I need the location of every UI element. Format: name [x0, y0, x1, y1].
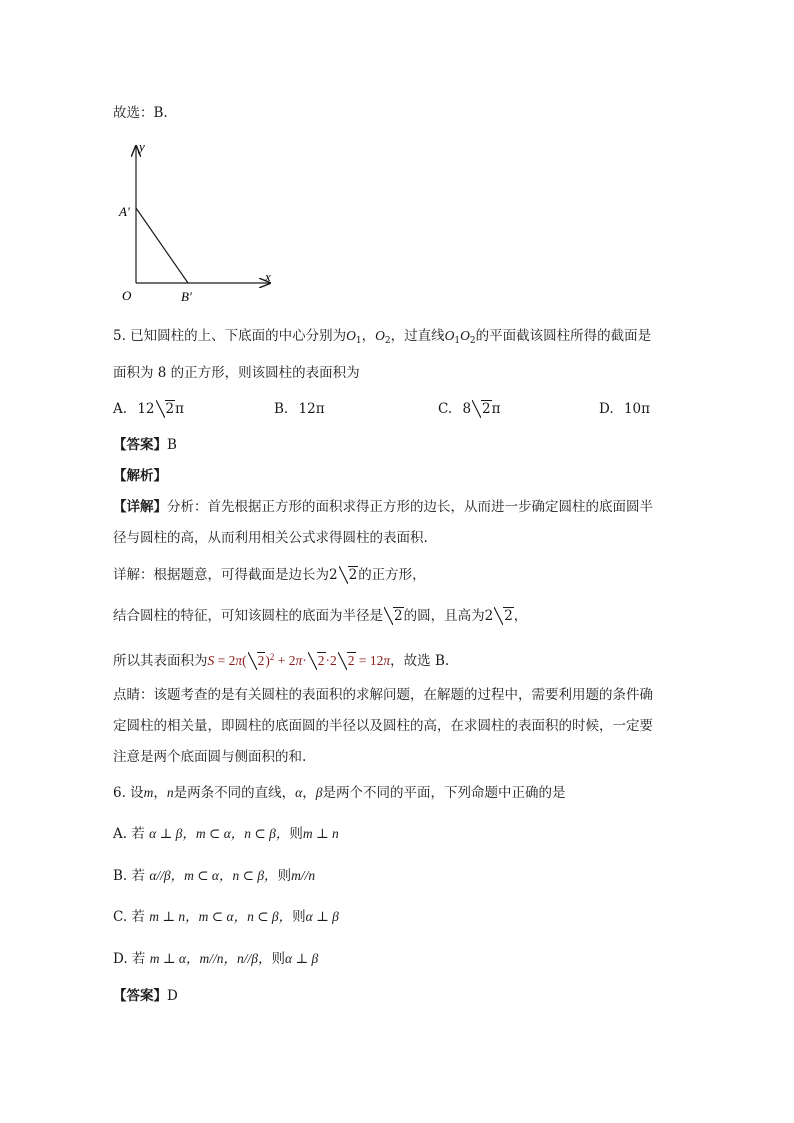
q5-detail-line2: 径与圆柱的高，从而利用相关公式求得圆柱的表面积. — [113, 530, 428, 546]
surface-area-formula: S = 2π( 2)$^2$ + 2π· 2·2 2 = 12π — [208, 653, 391, 668]
x-axis-label: x — [265, 269, 271, 284]
choose-statement: 故选：B. — [113, 105, 168, 121]
q5-option-d: D. 10π — [599, 401, 650, 417]
q6-option-a: A. 若 α ⊥ β，m ⊂ α，n ⊂ β，则m ⊥ n — [113, 826, 339, 842]
q6-stem: 6. 设m，n是两条不同的直线，α，β是两个不同的平面，下列命题中正确的是 — [113, 785, 566, 801]
q5-comment-line1: 点睛：该题考查的是有关圆柱的表面积的求解问题，在解题的过程中，需要利用题的条件确 — [113, 687, 653, 703]
q5-explain-line2: 结合圆柱的特征，可知该圆柱的底面为半径是 2的圆，且高为2 2， — [113, 608, 528, 624]
q5-stem-line1: 5. 已知圆柱的上、下底面的中心分别为$O_1$，$O_2$，过直线$O_1O_2$的平面截该圆柱所得的截面是 — [113, 328, 652, 346]
q5-stem-line2: 面积为 8 的正方形，则该圆柱的表面积为 — [113, 365, 360, 381]
point-a-label: A′ — [119, 204, 130, 219]
q5-formula-line: 所以其表面积为S = 2π( 2)$^2$ + 2π· 2·2 2 = 12π，故选 B. — [113, 652, 450, 669]
q5-explain-line1: 详解：根据题意，可得截面是边长为2 2的正方形， — [113, 567, 426, 583]
segment-ab — [136, 208, 188, 283]
q5-analysis-tag: 【解析】 — [113, 468, 167, 484]
q5-option-a: A. 12 2π — [113, 401, 184, 417]
q6-option-d: D. 若 m ⊥ α，m//n，n//β，则α ⊥ β — [113, 951, 319, 967]
coordinate-figure — [110, 138, 290, 308]
q5-option-c: C. 8 2π — [438, 401, 501, 417]
q5-detail-line1: 【详解】分析：首先根据正方形的面积求得正方形的边长，从而进一步确定圆柱的底面圆半 — [113, 499, 653, 515]
q5-comment-line3: 注意是两个底面圆与侧面积的和. — [113, 749, 307, 765]
q6-option-b: B. 若 α//β，m ⊂ α，n ⊂ β，则m//n — [113, 868, 316, 884]
y-axis-label: y — [139, 139, 145, 154]
q6-option-c: C. 若 m ⊥ n，m ⊂ α，n ⊂ β，则α ⊥ β — [113, 909, 339, 925]
q5-comment-line2: 定圆柱的相关量，即圆柱的底面圆的半径以及圆柱的高，在求圆柱的表面积的时候，一定要 — [113, 718, 653, 734]
q5-option-b: B. 12π — [274, 401, 325, 417]
q5-answer: 【答案】B — [113, 437, 177, 453]
q6-answer: 【答案】D — [113, 988, 178, 1004]
origin-label: O — [122, 288, 132, 303]
point-b-label: B′ — [181, 289, 192, 304]
